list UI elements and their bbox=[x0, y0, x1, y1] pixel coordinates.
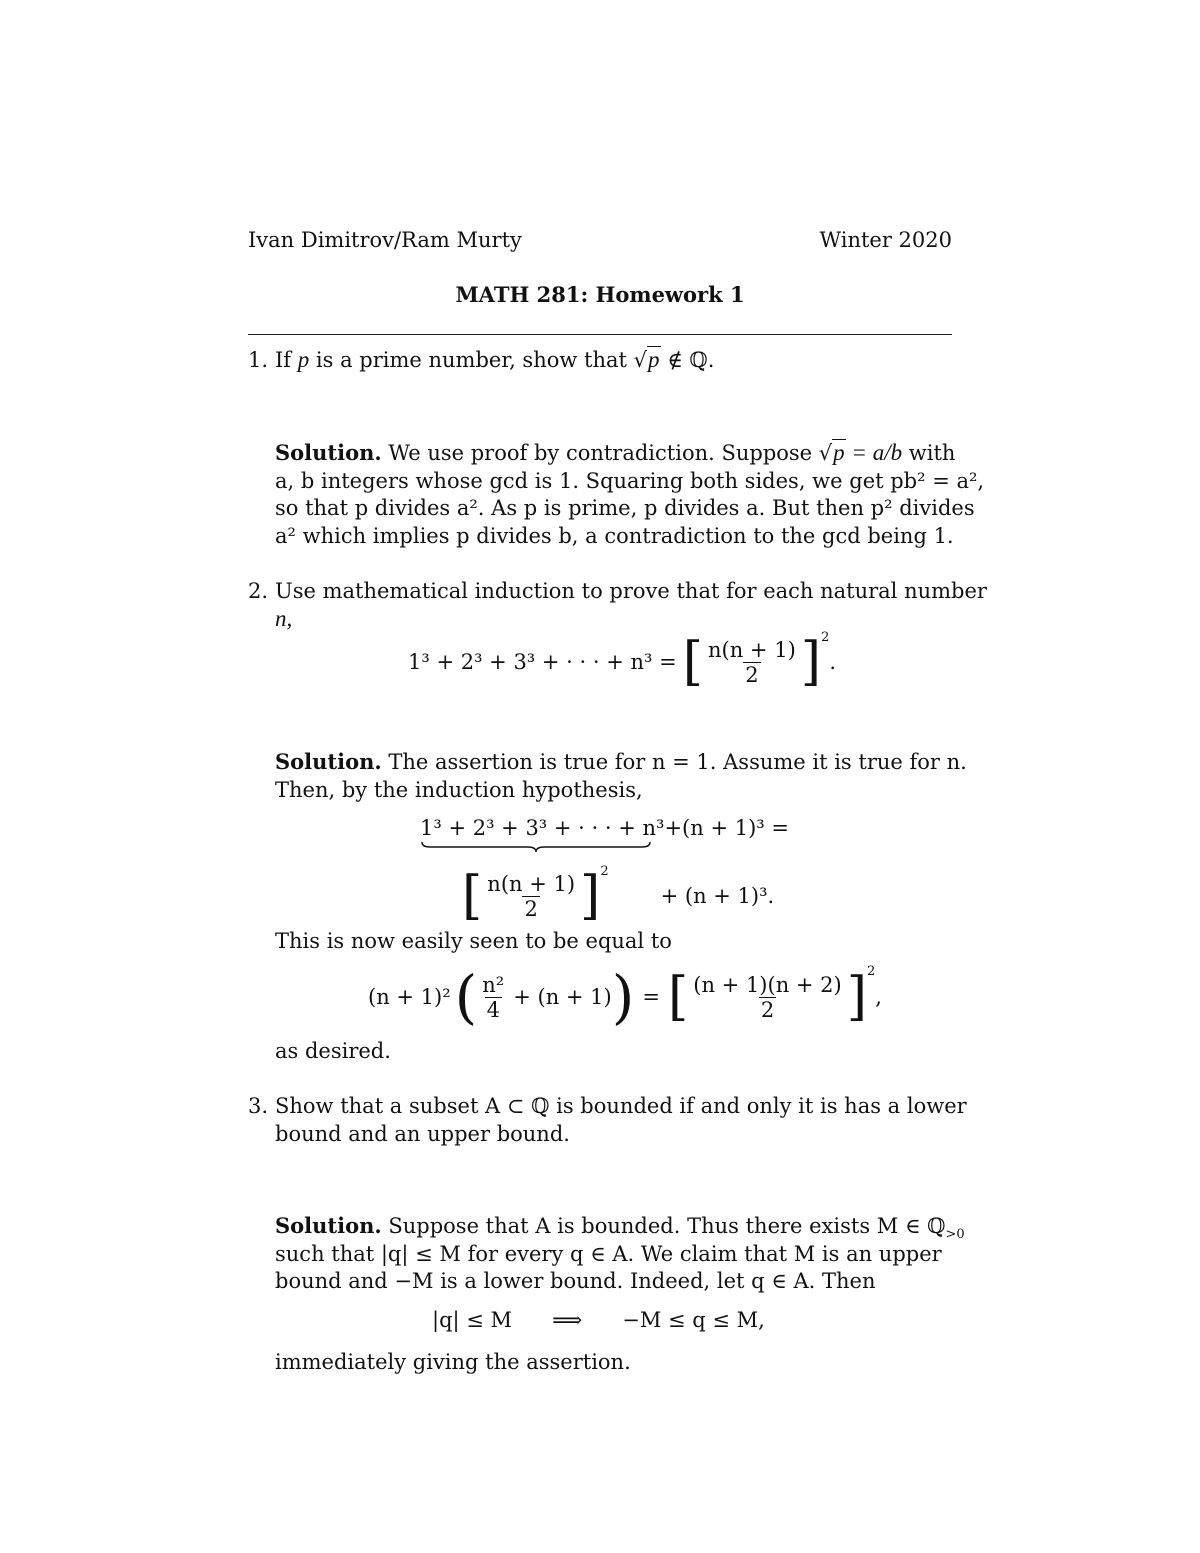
problem-2-solution-line-4: as desired. bbox=[275, 1039, 391, 1063]
problem-2-solution-line-3: This is now easily seen to be equal to bbox=[275, 929, 672, 953]
underbrace bbox=[420, 840, 652, 854]
problem-1-solution-line-1: Solution. We use proof by contradiction. Suppose √p = a/b with bbox=[275, 440, 956, 465]
problem-3-solution-line-4: immediately giving the assertion. bbox=[275, 1350, 631, 1374]
problem-2-solution-line-1: Solution. The assertion is true for n = 1. Assume it is true for n. bbox=[275, 749, 967, 774]
page-title: MATH 281: Homework 1 bbox=[455, 282, 745, 307]
problem-1-solution-line-4: a² which implies p divides b, a contradiction to the gcd being 1. bbox=[275, 524, 954, 548]
header-rule bbox=[248, 334, 952, 335]
problem-3-solution-line-3: bound and −M is a lower bound. Indeed, let q ∈ A. Then bbox=[275, 1269, 876, 1293]
problem-3-number: 3. bbox=[248, 1094, 269, 1118]
problem-3-solution-line-2: such that |q| ≤ M for every q ∈ A. We claim that M is an upper bbox=[275, 1242, 942, 1266]
problem-3-solution-line-1: Solution. Suppose that A is bounded. Thus there exists M ∈ ℚ$_{>0}$ bbox=[275, 1213, 965, 1243]
header-authors: Ivan Dimitrov/Ram Murty bbox=[248, 228, 522, 252]
problem-1-number: 1. bbox=[248, 348, 269, 372]
problem-3-statement-line-2: bound and an upper bound. bbox=[275, 1122, 570, 1146]
problem-2-number: 2. bbox=[248, 579, 269, 603]
equation-induction-hypothesis: [ $\frac{n(n + 1)}{2}$ ] 2 + (n + 1)³. bbox=[462, 864, 775, 926]
problem-3-statement-line-1: Show that a subset A ⊂ ℚ is bounded if and only it is has a lower bbox=[275, 1094, 967, 1118]
header-term: Winter 2020 bbox=[819, 228, 952, 252]
equation-sum-of-cubes: 1³ + 2³ + 3³ + · · · + n³ = [ $\frac{n(n + 1)}{2}$ ] 2 . bbox=[408, 630, 837, 692]
problem-1-solution-line-2: a, b integers whose gcd is 1. Squaring both sides, we get pb² = a², bbox=[275, 469, 985, 493]
equation-induction-step: 1³ + 2³ + 3³ + · · · + n³ +(n + 1)³ = bbox=[420, 816, 789, 840]
equation-final-form: (n + 1)² ( $\frac{\text{n²}}{4}$ + (n + 1) ) = [ $\frac{(n + 1)(n + 2)}{2}$ ] 2 , bbox=[368, 963, 882, 1031]
problem-2-statement-line-2: n, bbox=[275, 606, 293, 631]
problem-1-statement: If p is a prime number, show that √p ∉ ℚ. bbox=[275, 347, 715, 372]
equation-bound-implication: |q| ≤ M ⟹ −M ≤ q ≤ M, bbox=[432, 1308, 765, 1332]
problem-1-solution-line-3: so that p divides a². As p is prime, p divides a. But then p² divides bbox=[275, 496, 975, 520]
problem-2-solution-line-2: Then, by the induction hypothesis, bbox=[275, 778, 643, 802]
problem-2-statement-line-1: Use mathematical induction to prove that for each natural number bbox=[275, 579, 987, 603]
